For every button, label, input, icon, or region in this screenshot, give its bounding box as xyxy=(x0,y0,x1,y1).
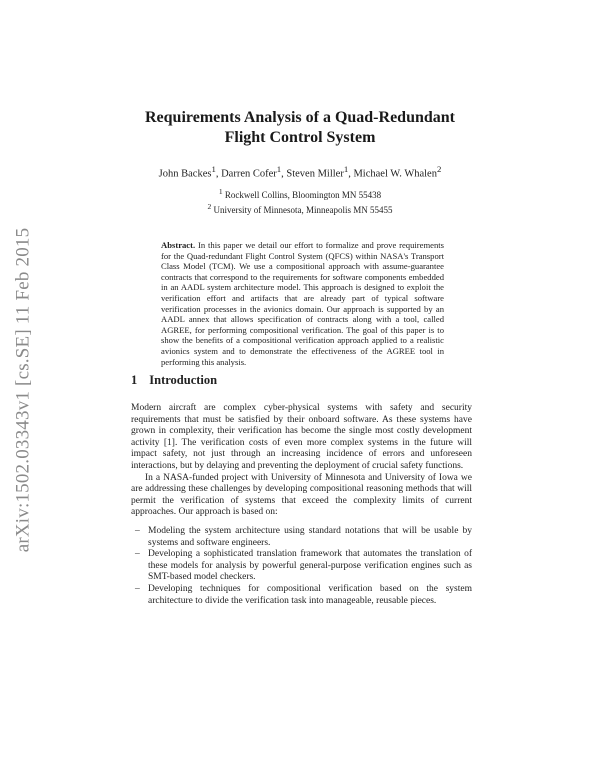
affiliation-text: University of Minnesota, Minneapolis MN 55455 xyxy=(213,205,393,215)
author-name: Michael W. Whalen xyxy=(353,168,437,180)
list-item-text: Modeling the system architecture using standard notations that will be usable by systems and software engineers. xyxy=(148,525,472,548)
abstract-label: Abstract. xyxy=(161,240,196,250)
affiliation-list xyxy=(120,186,480,216)
affiliation-mark: 2 xyxy=(207,202,212,211)
abstract xyxy=(161,240,444,367)
bullet-dash: – xyxy=(135,525,140,536)
section-heading xyxy=(131,373,217,388)
author-affil-mark: 1 xyxy=(343,164,349,174)
author-list xyxy=(120,164,480,180)
author-separator: , xyxy=(215,168,222,180)
title-line-2: Flight Control System xyxy=(224,129,376,146)
list-item-text: Developing a sophisticated translation framework that automates the translation of these models for analysis by powerful general-purpose verification engines such as SMT-based model checkers. xyxy=(148,549,472,583)
author-name: John Backes xyxy=(158,168,212,180)
list-item-text: Developing techniques for compositional verification based on the system architecture to divide the verification task into manageable, reusable pieces. xyxy=(148,583,472,606)
arxiv-sidebar xyxy=(8,205,38,575)
body-text xyxy=(131,403,472,607)
author-affil-mark: 1 xyxy=(276,164,282,174)
author-affil-mark: 2 xyxy=(436,164,442,174)
bullet-list xyxy=(131,526,472,607)
affiliation xyxy=(120,201,480,216)
author-name: Darren Cofer xyxy=(221,168,277,180)
section-title: Introduction xyxy=(149,373,218,387)
list-item xyxy=(131,549,472,584)
list-item xyxy=(131,584,472,607)
author-name: Steven Miller xyxy=(286,168,344,180)
paragraph: Modern aircraft are complex cyber-physical systems with safety and security requirements that must be satisfied by their onboard software. As these systems have grown in complexity, their verification has become the single most costly development activity [1]. The verification costs of even more complex systems in the future will impact safety, not just through an increasing incidence of errors and unforeseen interactions, but by delaying and preventing the deployment of crucial safety functions. xyxy=(131,403,472,471)
paper-title xyxy=(130,108,470,148)
bullet-dash: – xyxy=(135,583,140,594)
author-separator: , xyxy=(348,168,354,180)
abstract-text: In this paper we detail our effort to formalize and prove requirements for the Quad-redundant Flight Control System (QFCS) within NASA's Transport Class Model (TCM). We use a compositional approach with assume-guarantee contracts that correspond to the requirements for software components embedded in an AADL system architecture model. This approach is designed to exploit the verification effort and artifacts that are already part of typical software verification processes in the avionics domain. Our approach is supported by an AADL annex that allows specification of contracts along with a tool, called AGREE, for performing compositional verification. The goal of this paper is to show the benefits of a compositional verification approach applied to a realistic avionics system and to demonstrate the effectiveness of the AGREE tool in performing this analysis. xyxy=(161,240,444,367)
author-separator: , xyxy=(281,168,287,180)
section-number: 1 xyxy=(131,373,138,387)
bullet-dash: – xyxy=(135,549,140,560)
affiliation-text: Rockwell Collins, Bloomington MN 55438 xyxy=(224,190,382,200)
title-line-1: Requirements Analysis of a Quad-Redundant xyxy=(145,109,455,126)
author-affil-mark: 1 xyxy=(211,164,216,174)
affiliation xyxy=(120,186,480,201)
list-item xyxy=(131,526,472,549)
affiliation-mark: 1 xyxy=(218,187,223,196)
arxiv-identifier: arXiv:1502.03343v1 [cs.SE] 11 Feb 2015 xyxy=(12,227,33,553)
paragraph: In a NASA-funded project with University of Minnesota and University of Iowa we are addressing these challenges by developing compositional reasoning methods that will permit the verification of systems that exceed the complexity limits of current approaches. Our approach is based on: xyxy=(131,472,472,518)
